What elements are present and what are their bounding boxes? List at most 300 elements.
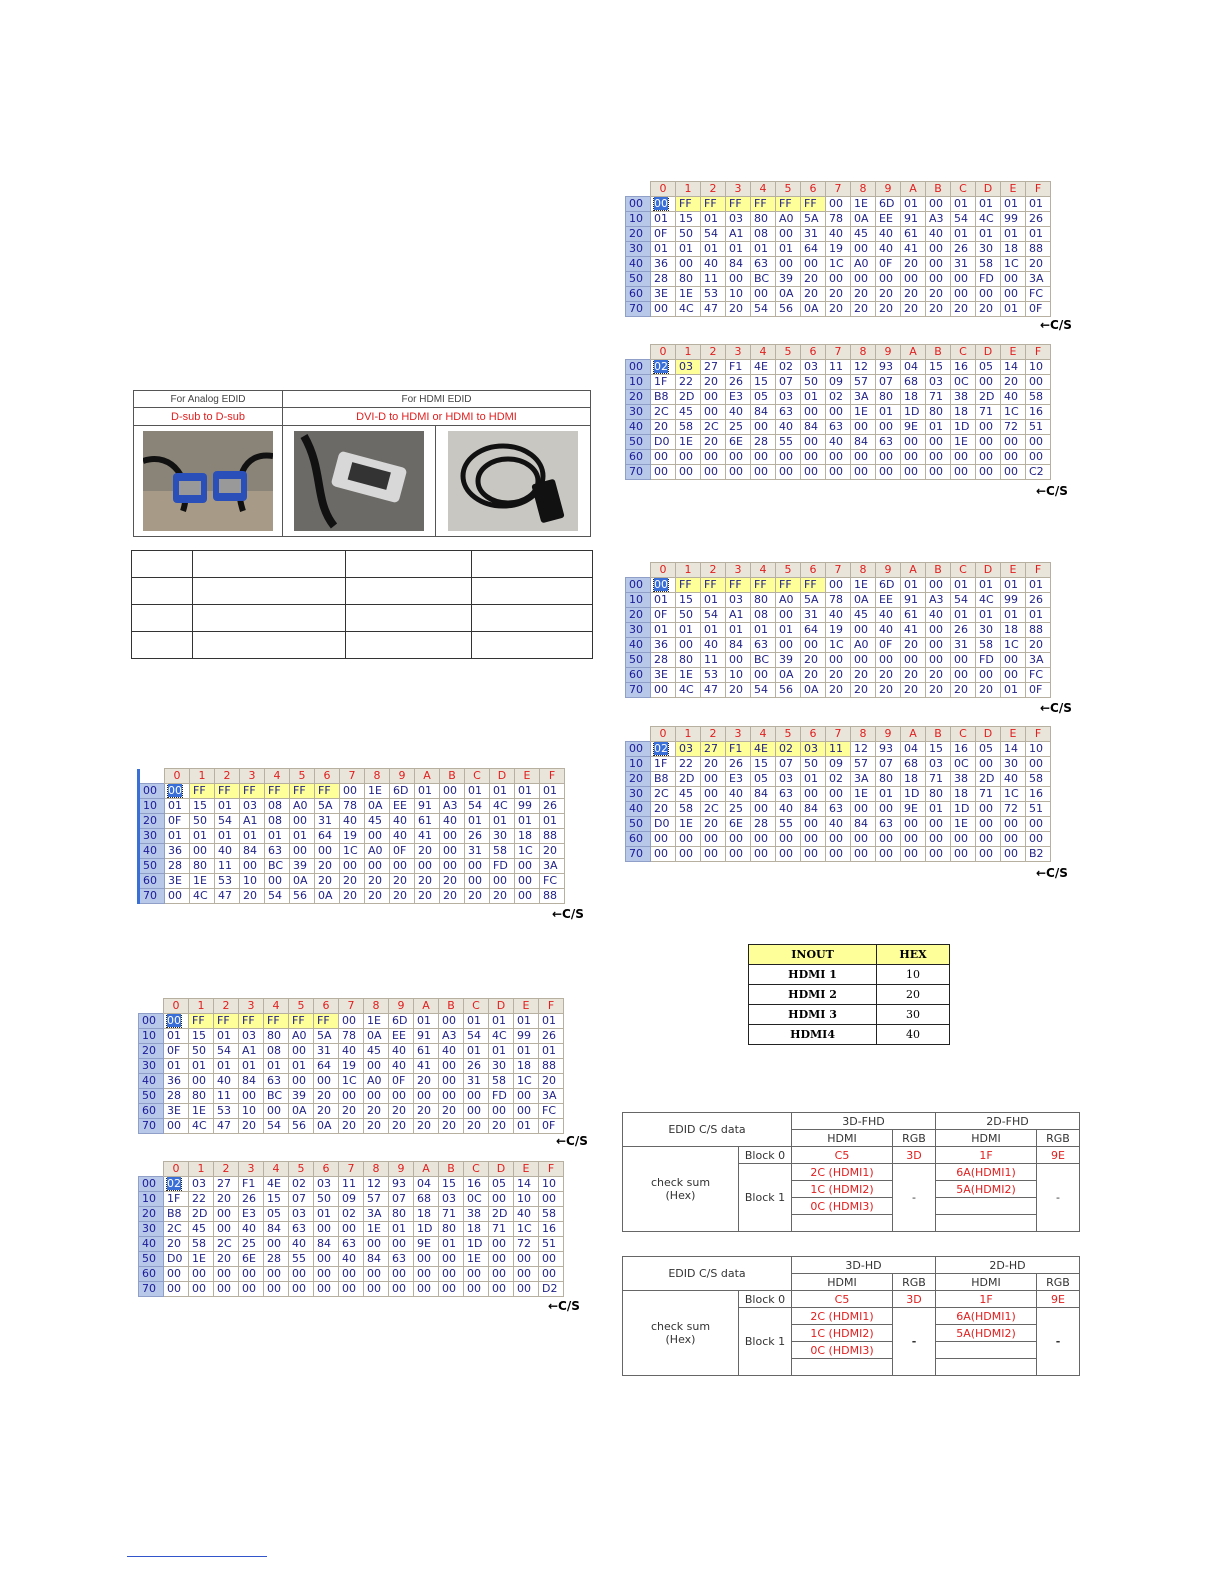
hex-cell[interactable]: 00 bbox=[314, 1222, 339, 1237]
hex-cell[interactable]: 01 bbox=[976, 578, 1001, 593]
hex-cell[interactable]: 11 bbox=[826, 742, 851, 757]
hex-cell[interactable]: 00 bbox=[264, 1267, 289, 1282]
hex-cell[interactable]: 40 bbox=[876, 608, 901, 623]
hex-cell[interactable]: 00 bbox=[976, 435, 1001, 450]
hex-cell[interactable]: 41 bbox=[901, 623, 926, 638]
hex-cell[interactable]: 5A bbox=[314, 1029, 339, 1044]
hex-cell[interactable]: 00 bbox=[364, 1059, 389, 1074]
hex-cell[interactable]: 36 bbox=[165, 844, 190, 859]
hex-cell[interactable]: 01 bbox=[539, 1014, 564, 1029]
hex-cell[interactable]: 6D bbox=[389, 1014, 414, 1029]
hex-cell[interactable]: 40 bbox=[776, 420, 801, 435]
hex-cell[interactable]: 1C bbox=[1001, 405, 1026, 420]
hex-cell[interactable]: 45 bbox=[851, 608, 876, 623]
hex-cell[interactable]: FF bbox=[776, 578, 801, 593]
hex-cell[interactable]: 01 bbox=[539, 1044, 564, 1059]
hex-cell[interactable]: 00 bbox=[439, 1074, 464, 1089]
hex-cell[interactable]: 0A bbox=[776, 287, 801, 302]
hex-cell[interactable]: FF bbox=[240, 784, 265, 799]
hex-cell[interactable]: 47 bbox=[215, 889, 240, 904]
hex-cell[interactable]: 0F bbox=[1026, 683, 1051, 698]
hex-cell[interactable]: 84 bbox=[264, 1222, 289, 1237]
hex-cell[interactable]: 1D bbox=[951, 420, 976, 435]
hex-cell[interactable]: D0 bbox=[164, 1252, 189, 1267]
hex-cell[interactable]: 00 bbox=[751, 287, 776, 302]
hex-cell[interactable]: FF bbox=[264, 1014, 289, 1029]
hex-cell[interactable]: 00 bbox=[751, 802, 776, 817]
hex-cell[interactable]: 05 bbox=[751, 772, 776, 787]
hex-cell[interactable]: A0 bbox=[364, 1074, 389, 1089]
hex-cell[interactable]: 01 bbox=[751, 242, 776, 257]
hex-cell[interactable]: 03 bbox=[676, 360, 701, 375]
hex-cell[interactable]: A3 bbox=[926, 212, 951, 227]
hex-cell[interactable]: 54 bbox=[215, 814, 240, 829]
hex-cell[interactable]: 01 bbox=[214, 1059, 239, 1074]
hex-cell[interactable]: 00 bbox=[926, 450, 951, 465]
hex-cell[interactable]: 20 bbox=[414, 1119, 439, 1134]
hex-cell[interactable]: 2D bbox=[976, 390, 1001, 405]
hex-cell[interactable]: 00 bbox=[901, 450, 926, 465]
hex-cell[interactable]: 36 bbox=[651, 257, 676, 272]
hex-cell[interactable]: A0 bbox=[851, 257, 876, 272]
hex-cell[interactable]: 01 bbox=[1001, 683, 1026, 698]
hex-cell[interactable]: 00 bbox=[414, 1252, 439, 1267]
hex-cell[interactable]: 4C bbox=[976, 212, 1001, 227]
hex-cell[interactable]: 93 bbox=[876, 360, 901, 375]
hex-cell[interactable]: 15 bbox=[926, 742, 951, 757]
hex-cell[interactable]: 00 bbox=[976, 450, 1001, 465]
hex-cell[interactable]: 1C bbox=[826, 638, 851, 653]
hex-cell[interactable]: 9E bbox=[901, 420, 926, 435]
hex-cell[interactable]: 4C bbox=[676, 683, 701, 698]
hex-cell[interactable]: FF bbox=[215, 784, 240, 799]
hex-cell[interactable]: 84 bbox=[751, 787, 776, 802]
hex-cell[interactable]: 00 bbox=[826, 450, 851, 465]
hex-cell[interactable]: 47 bbox=[214, 1119, 239, 1134]
hex-cell[interactable]: 20 bbox=[439, 1104, 464, 1119]
hex-cell[interactable]: 00 bbox=[901, 653, 926, 668]
hex-cell[interactable]: 1E bbox=[364, 1222, 389, 1237]
hex-cell[interactable]: 3A bbox=[1026, 272, 1051, 287]
hex-cell[interactable]: 1C bbox=[514, 1222, 539, 1237]
hex-cell[interactable]: FF bbox=[751, 578, 776, 593]
hex-cell[interactable]: 00 bbox=[214, 1207, 239, 1222]
hex-cell[interactable]: 20 bbox=[314, 1104, 339, 1119]
hex-cell[interactable]: 91 bbox=[414, 1029, 439, 1044]
hex-cell[interactable]: 20 bbox=[826, 683, 851, 698]
hex-cell[interactable]: 63 bbox=[751, 638, 776, 653]
hex-cell[interactable]: A1 bbox=[239, 1044, 264, 1059]
hex-cell[interactable]: FF bbox=[190, 784, 215, 799]
hex-cell[interactable]: 00 bbox=[876, 272, 901, 287]
hex-cell[interactable]: 18 bbox=[951, 787, 976, 802]
hex-cell[interactable]: 00 bbox=[801, 832, 826, 847]
hex-cell[interactable]: 40 bbox=[239, 1222, 264, 1237]
hex-cell[interactable]: 38 bbox=[951, 390, 976, 405]
hex-cell[interactable]: 01 bbox=[676, 242, 701, 257]
hex-cell[interactable]: 01 bbox=[190, 829, 215, 844]
hex-cell[interactable]: 4E bbox=[751, 360, 776, 375]
hex-cell[interactable]: BC bbox=[264, 1089, 289, 1104]
hex-cell[interactable]: 40 bbox=[701, 257, 726, 272]
hex-cell[interactable]: 26 bbox=[465, 829, 490, 844]
hex-cell[interactable]: 07 bbox=[876, 375, 901, 390]
hex-cell[interactable]: 00 bbox=[189, 1267, 214, 1282]
hex-cell[interactable]: 27 bbox=[214, 1177, 239, 1192]
hex-cell[interactable]: 20 bbox=[414, 1104, 439, 1119]
hex-cell[interactable]: 01 bbox=[489, 1014, 514, 1029]
hex-cell[interactable] bbox=[164, 1177, 189, 1192]
hex-cell[interactable]: 00 bbox=[389, 1282, 414, 1297]
hex-cell[interactable]: 00 bbox=[489, 1237, 514, 1252]
hex-cell[interactable]: 00 bbox=[801, 405, 826, 420]
hex-cell[interactable]: 00 bbox=[776, 847, 801, 862]
hex-cell[interactable]: 20 bbox=[901, 302, 926, 317]
hex-cell[interactable]: 03 bbox=[726, 212, 751, 227]
hex-cell[interactable]: 3E bbox=[651, 668, 676, 683]
hex-cell[interactable]: 01 bbox=[701, 593, 726, 608]
hex-cell[interactable]: 00 bbox=[489, 1192, 514, 1207]
hex-cell[interactable]: 00 bbox=[414, 1282, 439, 1297]
hex-cell[interactable]: 01 bbox=[164, 1029, 189, 1044]
hex-cell[interactable]: 41 bbox=[414, 1059, 439, 1074]
hex-cell[interactable]: 01 bbox=[1001, 197, 1026, 212]
hex-cell[interactable]: 00 bbox=[851, 420, 876, 435]
hex-cell[interactable]: 20 bbox=[976, 302, 1001, 317]
hex-cell[interactable]: 54 bbox=[701, 608, 726, 623]
hex-cell[interactable]: 40 bbox=[876, 227, 901, 242]
hex-cell[interactable]: 99 bbox=[514, 1029, 539, 1044]
hex-cell[interactable] bbox=[651, 578, 676, 593]
hex-cell[interactable]: FF bbox=[726, 578, 751, 593]
hex-cell[interactable]: B8 bbox=[651, 772, 676, 787]
hex-cell[interactable]: 30 bbox=[490, 829, 515, 844]
hex-cell[interactable]: 20 bbox=[826, 287, 851, 302]
hex-cell[interactable]: 00 bbox=[1001, 653, 1026, 668]
hex-cell[interactable]: 00 bbox=[851, 272, 876, 287]
selected-byte[interactable]: 00 bbox=[167, 1014, 181, 1027]
hex-cell[interactable]: 00 bbox=[440, 784, 465, 799]
hex-cell[interactable]: 01 bbox=[490, 784, 515, 799]
hex-cell[interactable]: 63 bbox=[776, 405, 801, 420]
hex-cell[interactable]: 1E bbox=[189, 1252, 214, 1267]
hex-cell[interactable]: 11 bbox=[701, 272, 726, 287]
hex-cell[interactable]: 00 bbox=[926, 832, 951, 847]
hex-cell[interactable]: 01 bbox=[1001, 578, 1026, 593]
hex-cell[interactable]: 20 bbox=[1001, 375, 1026, 390]
hex-cell[interactable]: 12 bbox=[364, 1177, 389, 1192]
hex-cell[interactable]: 84 bbox=[239, 1074, 264, 1089]
hex-cell[interactable]: 64 bbox=[801, 242, 826, 257]
hex-cell[interactable]: 00 bbox=[1026, 450, 1051, 465]
hex-cell[interactable]: 20 bbox=[651, 802, 676, 817]
hex-cell[interactable]: B8 bbox=[164, 1207, 189, 1222]
hex-cell[interactable]: 40 bbox=[214, 1074, 239, 1089]
hex-cell[interactable]: 00 bbox=[439, 1089, 464, 1104]
hex-cell[interactable]: 45 bbox=[189, 1222, 214, 1237]
hex-cell[interactable]: 00 bbox=[314, 1074, 339, 1089]
hex-cell[interactable]: 02 bbox=[339, 1207, 364, 1222]
hex-cell[interactable]: 0F bbox=[539, 1119, 564, 1134]
hex-cell[interactable]: FF bbox=[189, 1014, 214, 1029]
hex-cell[interactable]: 20 bbox=[440, 874, 465, 889]
hex-cell[interactable]: 00 bbox=[926, 465, 951, 480]
hex-cell[interactable]: 56 bbox=[776, 683, 801, 698]
hex-cell[interactable]: 26 bbox=[239, 1192, 264, 1207]
hex-cell[interactable]: 10 bbox=[726, 668, 751, 683]
hex-cell[interactable]: FD bbox=[490, 859, 515, 874]
hex-cell[interactable]: 00 bbox=[340, 859, 365, 874]
hex-cell[interactable]: 00 bbox=[1026, 757, 1051, 772]
hex-cell[interactable]: 03 bbox=[239, 1029, 264, 1044]
hex-cell[interactable]: 0F bbox=[1026, 302, 1051, 317]
hex-cell[interactable]: 84 bbox=[851, 435, 876, 450]
hex-cell[interactable]: 00 bbox=[926, 578, 951, 593]
hex-cell[interactable]: 0F bbox=[876, 257, 901, 272]
hex-cell[interactable]: 00 bbox=[676, 465, 701, 480]
hex-cell[interactable]: 03 bbox=[289, 1207, 314, 1222]
hex-cell[interactable]: 01 bbox=[439, 1237, 464, 1252]
hex-cell[interactable]: 00 bbox=[851, 465, 876, 480]
hex-cell[interactable]: 20 bbox=[701, 817, 726, 832]
hex-cell[interactable]: 00 bbox=[951, 287, 976, 302]
hex-cell[interactable]: 80 bbox=[676, 653, 701, 668]
hex-cell[interactable]: EE bbox=[876, 593, 901, 608]
hex-cell[interactable]: 20 bbox=[951, 683, 976, 698]
hex-cell[interactable]: 20 bbox=[876, 683, 901, 698]
hex-cell[interactable]: 01 bbox=[289, 1059, 314, 1074]
hex-cell[interactable]: 4E bbox=[751, 742, 776, 757]
hex-cell[interactable]: 20 bbox=[726, 683, 751, 698]
hex-cell[interactable]: 00 bbox=[876, 450, 901, 465]
hex-cell[interactable]: 00 bbox=[926, 272, 951, 287]
hex-cell[interactable]: 00 bbox=[514, 1267, 539, 1282]
hex-cell[interactable]: 04 bbox=[901, 360, 926, 375]
hex-cell[interactable]: 05 bbox=[976, 742, 1001, 757]
hex-cell[interactable]: 58 bbox=[1026, 772, 1051, 787]
hex-cell[interactable]: 80 bbox=[751, 593, 776, 608]
hex-cell[interactable]: 55 bbox=[289, 1252, 314, 1267]
hex-cell[interactable]: 20 bbox=[901, 638, 926, 653]
hex-cell[interactable]: 1C bbox=[515, 844, 540, 859]
hex-cell[interactable]: 80 bbox=[676, 272, 701, 287]
hex-cell[interactable]: 57 bbox=[851, 375, 876, 390]
hex-cell[interactable]: 00 bbox=[876, 802, 901, 817]
hex-cell[interactable]: 00 bbox=[214, 1222, 239, 1237]
hex-cell[interactable]: 00 bbox=[676, 847, 701, 862]
hex-cell[interactable]: 00 bbox=[776, 257, 801, 272]
hex-cell[interactable]: 6D bbox=[876, 578, 901, 593]
hex-cell[interactable]: A3 bbox=[439, 1029, 464, 1044]
hex-cell[interactable]: 07 bbox=[389, 1192, 414, 1207]
hex-cell[interactable]: 08 bbox=[751, 227, 776, 242]
hex-cell[interactable]: 63 bbox=[776, 787, 801, 802]
hex-cell[interactable]: 71 bbox=[976, 787, 1001, 802]
hex-cell[interactable]: 01 bbox=[214, 1029, 239, 1044]
hex-cell[interactable]: 31 bbox=[801, 227, 826, 242]
hex-cell[interactable]: 00 bbox=[515, 889, 540, 904]
hex-cell[interactable]: 1E bbox=[676, 668, 701, 683]
hex-cell[interactable]: 50 bbox=[801, 757, 826, 772]
hex-cell[interactable]: 20 bbox=[901, 668, 926, 683]
hex-cell[interactable]: 01 bbox=[389, 1222, 414, 1237]
hex-cell[interactable] bbox=[651, 360, 676, 375]
hex-cell[interactable]: 58 bbox=[489, 1074, 514, 1089]
hex-cell[interactable]: 19 bbox=[340, 829, 365, 844]
hex-cell[interactable]: 00 bbox=[976, 287, 1001, 302]
hex-cell[interactable]: 00 bbox=[214, 1267, 239, 1282]
hex-cell[interactable]: 80 bbox=[926, 405, 951, 420]
hex-cell[interactable]: 00 bbox=[489, 1252, 514, 1267]
hex-cell[interactable]: 84 bbox=[801, 802, 826, 817]
hex-cell[interactable]: 00 bbox=[776, 465, 801, 480]
hex-cell[interactable]: 2D bbox=[676, 390, 701, 405]
hex-cell[interactable]: 00 bbox=[314, 1252, 339, 1267]
hex-cell[interactable]: 51 bbox=[1026, 420, 1051, 435]
selected-byte[interactable]: 00 bbox=[168, 784, 182, 797]
hex-cell[interactable]: EE bbox=[876, 212, 901, 227]
hex-cell[interactable]: 10 bbox=[726, 287, 751, 302]
hex-cell[interactable]: 00 bbox=[514, 1252, 539, 1267]
hex-cell[interactable]: A0 bbox=[776, 212, 801, 227]
hex-cell[interactable]: 45 bbox=[364, 1044, 389, 1059]
hex-cell[interactable]: 71 bbox=[926, 772, 951, 787]
hex-cell[interactable]: 15 bbox=[751, 757, 776, 772]
hex-cell[interactable]: 00 bbox=[489, 1104, 514, 1119]
hex-cell[interactable]: C2 bbox=[1026, 465, 1051, 480]
hex-cell[interactable]: 00 bbox=[1001, 847, 1026, 862]
hex-cell[interactable]: 11 bbox=[214, 1089, 239, 1104]
hex-cell[interactable]: 01 bbox=[951, 227, 976, 242]
hex-cell[interactable]: 40 bbox=[390, 814, 415, 829]
hex-cell[interactable]: 01 bbox=[165, 799, 190, 814]
hex-cell[interactable]: 2D bbox=[676, 772, 701, 787]
hex-cell[interactable]: 03 bbox=[776, 772, 801, 787]
hex-cell[interactable]: 20 bbox=[440, 889, 465, 904]
hex-cell[interactable]: 78 bbox=[340, 799, 365, 814]
hex-cell[interactable]: 9E bbox=[901, 802, 926, 817]
hex-cell[interactable]: 00 bbox=[826, 465, 851, 480]
hex-cell[interactable]: 0A bbox=[289, 1104, 314, 1119]
hex-cell[interactable]: 00 bbox=[976, 668, 1001, 683]
hex-cell[interactable]: 31 bbox=[951, 257, 976, 272]
hex-cell[interactable]: 00 bbox=[876, 832, 901, 847]
hex-cell[interactable]: 40 bbox=[289, 1237, 314, 1252]
hex-cell[interactable]: 05 bbox=[976, 360, 1001, 375]
hex-cell[interactable]: 05 bbox=[751, 390, 776, 405]
hex-cell[interactable]: 01 bbox=[701, 242, 726, 257]
hex-cell[interactable]: 03 bbox=[189, 1177, 214, 1192]
hex-cell[interactable]: 1E bbox=[364, 1014, 389, 1029]
hex-cell[interactable]: 50 bbox=[314, 1192, 339, 1207]
hex-cell[interactable]: 00 bbox=[726, 465, 751, 480]
hex-cell[interactable]: 18 bbox=[901, 772, 926, 787]
hex-cell[interactable]: 9E bbox=[414, 1237, 439, 1252]
hex-cell[interactable]: 53 bbox=[701, 668, 726, 683]
hex-cell[interactable]: 54 bbox=[701, 227, 726, 242]
hex-cell[interactable]: 00 bbox=[651, 450, 676, 465]
hex-cell[interactable]: 45 bbox=[851, 227, 876, 242]
hex-cell[interactable]: 1E bbox=[365, 784, 390, 799]
hex-cell[interactable]: BC bbox=[265, 859, 290, 874]
hex-cell[interactable]: 20 bbox=[826, 668, 851, 683]
hex-cell[interactable]: 63 bbox=[389, 1252, 414, 1267]
hex-cell[interactable]: 40 bbox=[776, 802, 801, 817]
hex-cell[interactable]: 0F bbox=[651, 227, 676, 242]
hex-cell[interactable]: 63 bbox=[826, 802, 851, 817]
hex-cell[interactable]: 41 bbox=[901, 242, 926, 257]
hex-cell[interactable]: 00 bbox=[751, 465, 776, 480]
hex-cell[interactable]: 15 bbox=[439, 1177, 464, 1192]
hex-cell[interactable]: 1C bbox=[1001, 257, 1026, 272]
hex-cell[interactable]: 00 bbox=[214, 1282, 239, 1297]
hex-cell[interactable]: 30 bbox=[976, 623, 1001, 638]
hex-cell[interactable]: 20 bbox=[214, 1252, 239, 1267]
hex-cell[interactable]: 4C bbox=[189, 1119, 214, 1134]
hex-cell[interactable]: 30 bbox=[489, 1059, 514, 1074]
hex-cell[interactable]: 00 bbox=[901, 272, 926, 287]
hex-cell[interactable]: 15 bbox=[189, 1029, 214, 1044]
hex-cell[interactable]: 01 bbox=[290, 829, 315, 844]
hex-cell[interactable]: 1C bbox=[826, 257, 851, 272]
hex-cell[interactable]: 20 bbox=[1026, 257, 1051, 272]
hex-cell[interactable]: 40 bbox=[215, 844, 240, 859]
hex-cell[interactable]: 01 bbox=[726, 242, 751, 257]
hex-cell[interactable]: 00 bbox=[440, 829, 465, 844]
hex-cell[interactable]: 01 bbox=[464, 1014, 489, 1029]
hex-cell[interactable]: 0C bbox=[951, 375, 976, 390]
hex-cell[interactable]: 63 bbox=[265, 844, 290, 859]
hex-cell[interactable]: 41 bbox=[415, 829, 440, 844]
hex-cell[interactable]: 20 bbox=[240, 889, 265, 904]
hex-cell[interactable]: 4C bbox=[976, 593, 1001, 608]
hex-cell[interactable]: 71 bbox=[439, 1207, 464, 1222]
hex-cell[interactable]: 00 bbox=[289, 1282, 314, 1297]
hex-cell[interactable]: 1E bbox=[464, 1252, 489, 1267]
hex-cell[interactable]: 00 bbox=[164, 1267, 189, 1282]
hex-cell[interactable]: 20 bbox=[465, 889, 490, 904]
hex-cell[interactable]: FF bbox=[726, 197, 751, 212]
hex-cell[interactable]: 00 bbox=[951, 272, 976, 287]
hex-cell[interactable]: 03 bbox=[439, 1192, 464, 1207]
hex-cell[interactable]: 4E bbox=[264, 1177, 289, 1192]
hex-cell[interactable]: 00 bbox=[851, 653, 876, 668]
hex-cell[interactable]: 20 bbox=[489, 1119, 514, 1134]
hex-cell[interactable]: 0F bbox=[390, 844, 415, 859]
hex-cell[interactable]: 00 bbox=[801, 847, 826, 862]
hex-cell[interactable]: 3E bbox=[165, 874, 190, 889]
hex-cell[interactable]: 18 bbox=[951, 405, 976, 420]
selected-byte[interactable]: 02 bbox=[654, 360, 668, 373]
hex-cell[interactable]: 20 bbox=[851, 287, 876, 302]
hex-cell[interactable]: 00 bbox=[651, 465, 676, 480]
hex-cell[interactable]: 1C bbox=[1001, 787, 1026, 802]
hex-cell[interactable]: F1 bbox=[726, 360, 751, 375]
hex-cell[interactable]: 54 bbox=[951, 212, 976, 227]
hex-cell[interactable]: 20 bbox=[801, 653, 826, 668]
hex-cell[interactable]: 00 bbox=[776, 227, 801, 242]
hex-cell[interactable]: 0F bbox=[876, 638, 901, 653]
hex-cell[interactable]: 72 bbox=[1001, 802, 1026, 817]
hex-cell[interactable]: FD bbox=[976, 653, 1001, 668]
hex-cell[interactable]: 6D bbox=[390, 784, 415, 799]
hex-cell[interactable]: 07 bbox=[876, 757, 901, 772]
hex-cell[interactable]: 00 bbox=[676, 638, 701, 653]
hex-cell[interactable]: 00 bbox=[1001, 668, 1026, 683]
hex-cell[interactable]: 01 bbox=[701, 623, 726, 638]
hex-cell[interactable]: 25 bbox=[239, 1237, 264, 1252]
hex-cell[interactable]: 28 bbox=[264, 1252, 289, 1267]
